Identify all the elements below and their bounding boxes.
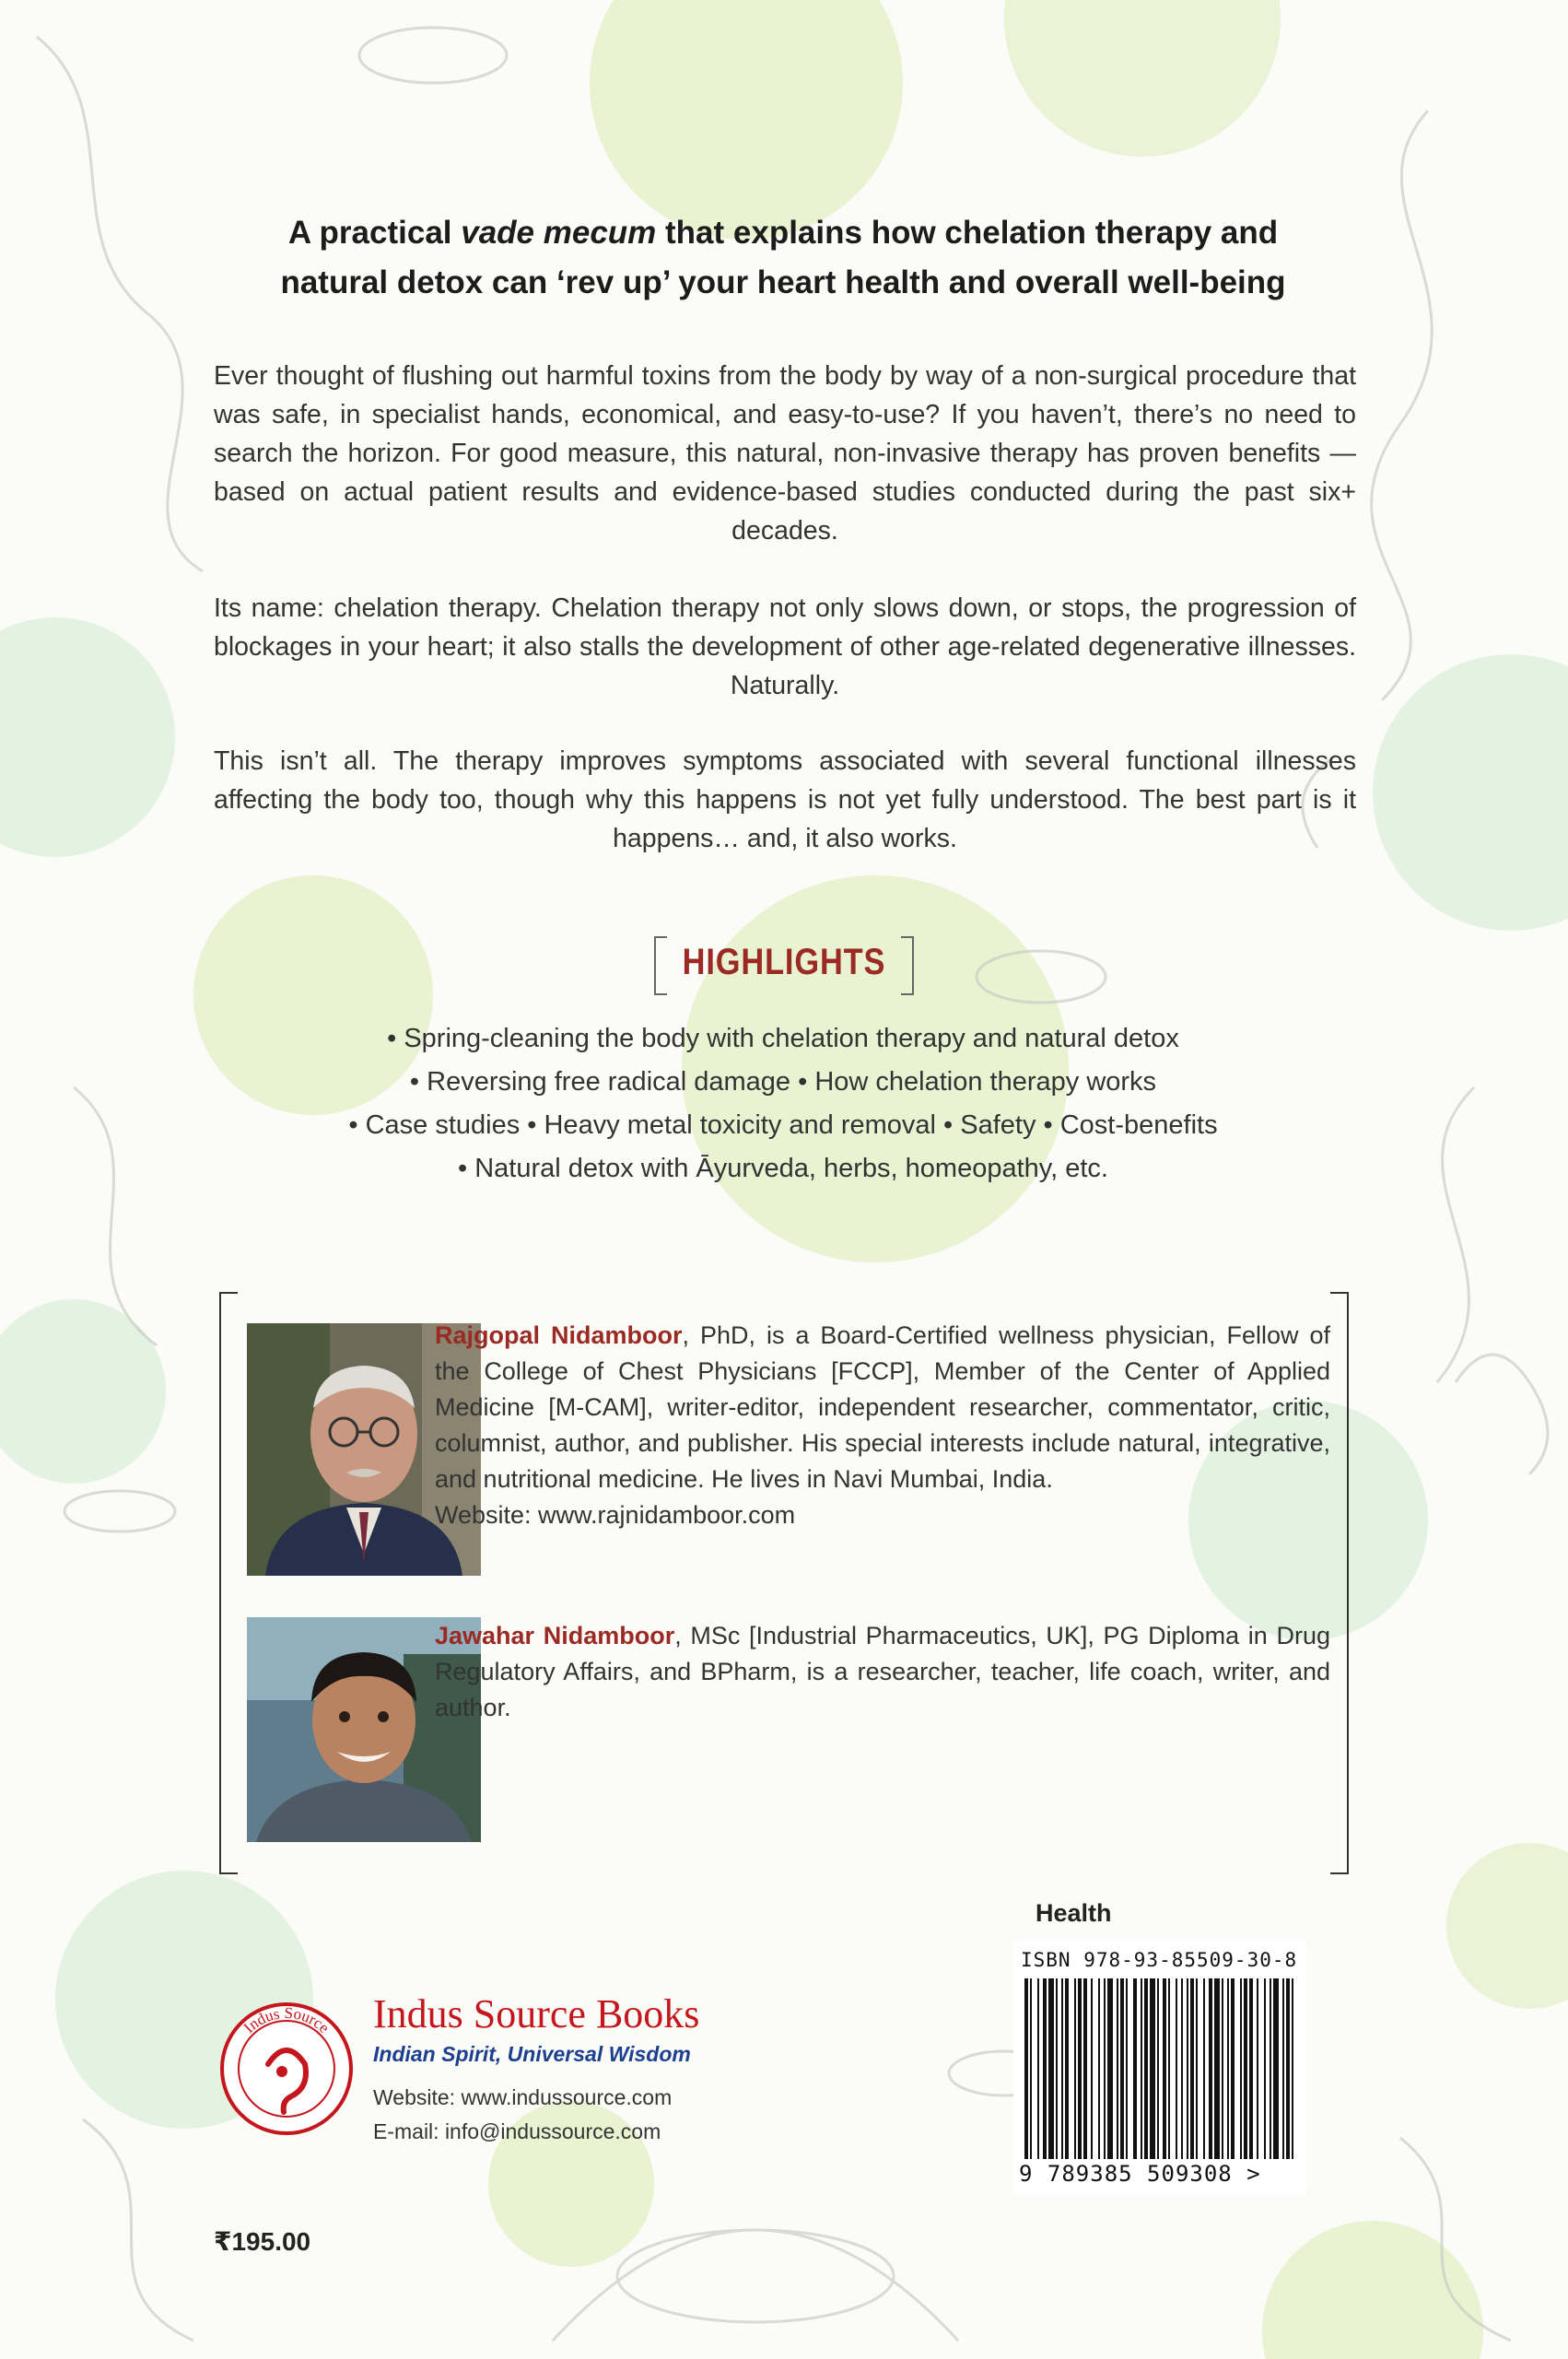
genre-label: Health: [1036, 1899, 1112, 1927]
barcode-bar: [1104, 1978, 1106, 2159]
barcode-bar: [1209, 1978, 1212, 2159]
barcode-bar: [1133, 1978, 1137, 2159]
barcode-bar: [1163, 1978, 1166, 2159]
barcode-bar: [1196, 1978, 1198, 2159]
price: ₹195.00: [214, 2227, 311, 2256]
publisher-email: E-mail: info@indussource.com: [373, 2119, 661, 2143]
barcode-bar: [1141, 1978, 1142, 2159]
barcode-bar: [1043, 1978, 1047, 2159]
barcode-bar: [1222, 1978, 1223, 2159]
barcode-bar: [1074, 1978, 1076, 2159]
barcode-bar: [1190, 1978, 1194, 2159]
barcode-bar: [1240, 1978, 1242, 2159]
barcode-bar: [1037, 1978, 1039, 2159]
barcode-bar: [1244, 1978, 1247, 2159]
author-website: Website: www.rajnidamboor.com: [435, 1501, 796, 1529]
barcode-bar: [1107, 1978, 1113, 2159]
publisher-logo-text: Indus Source: [240, 2003, 333, 2037]
barcode-bars: [1023, 1978, 1297, 2159]
barcode-bar: [1056, 1978, 1058, 2159]
barcode-bar: [1098, 1978, 1100, 2159]
right-frame-bracket: [1330, 1292, 1349, 1874]
headline-text-3: natural detox can ‘rev up’ your heart health and overall well-being: [280, 264, 1286, 300]
barcode-bar: [1227, 1978, 1229, 2159]
author-bio-1: [435, 1318, 1330, 1533]
barcode-bar: [1120, 1978, 1124, 2159]
barcode-bar: [1048, 1978, 1054, 2159]
publisher-logo: [217, 2000, 356, 2138]
author-bio-text: , PhD, is a Board-Certified wellness physician, Fellow of the College of Chest Physicians [FCCP], Member of the Center of Applied Medicine [M-CAM], writer-editor, independent researcher, commentator, critic, columnist, author, and publisher. His special interests include natural, integrative, and nutritional medicine. He lives in Navi Mumbai, India.: [435, 1321, 1330, 1493]
barcode-bar: [1065, 1978, 1069, 2159]
highlight-line: • Natural detox with Āyurveda, herbs, homeopathy, etc.: [458, 1154, 1108, 1183]
barcode-bar: [1117, 1978, 1118, 2159]
barcode-bar: [1214, 1978, 1220, 2159]
barcode-bar: [1176, 1978, 1177, 2159]
right-bracket: [901, 936, 914, 995]
highlights-title: HIGHLIGHTS: [682, 942, 886, 982]
barcode-bar: [1083, 1978, 1087, 2159]
barcode-bar: [1264, 1978, 1266, 2159]
intro-paragraph-1: Ever thought of flushing out harmful toxins from the body by way of a non-surgical procedure that was safe, in specialist hands, economical, and easy-to-use? If you haven’t, there’s no need to search the horizon. For good measure, this natural, non-invasive therapy has proven benefits — based on actual patient results and evidence-based studies conducted during the past six+ decades.: [214, 360, 1356, 546]
headline-italic: vade mecum: [461, 215, 657, 251]
highlights-heading: [654, 933, 914, 997]
barcode-bar: [1024, 1978, 1028, 2159]
barcode-bar: [1168, 1978, 1170, 2159]
barcode-bar: [1144, 1978, 1148, 2159]
isbn-barcode: [1013, 1942, 1306, 2194]
barcode-bar: [1286, 1978, 1290, 2159]
barcode-bar: [1203, 1978, 1205, 2159]
highlight-line: • Reversing free radical damage • How chelation therapy works: [409, 1067, 1157, 1097]
headline: [184, 208, 1382, 308]
intro-paragraph-3: This isn’t all. The therapy improves symptoms associated with several functional illnesses affecting the body too, though why this happens is not yet fully understood. The best part is it happens… and, it also works.: [214, 745, 1356, 853]
barcode-bar: [1157, 1978, 1159, 2159]
barcode-bar: [1126, 1978, 1128, 2159]
barcode-bar: [1091, 1978, 1093, 2159]
isbn-label: ISBN 978-93-85509-30-8: [1021, 1949, 1298, 1971]
publisher-name: Indus Source Books: [373, 1991, 700, 2036]
barcode-bar: [1282, 1978, 1284, 2159]
author-name: Rajgopal Nidamboor: [435, 1321, 683, 1349]
barcode-bar: [1249, 1978, 1253, 2159]
intro-paragraph-2: Its name: chelation therapy. Chelation therapy not only slows down, or stops, the progression of blockages in your heart; it also stalls the development of other age-related degenerative illnesses. Naturally.: [214, 593, 1356, 700]
headline-text-1: A practical: [287, 215, 462, 251]
barcode-bar: [1231, 1978, 1235, 2159]
highlights-list: [184, 1017, 1382, 1191]
barcode-bar: [1257, 1978, 1258, 2159]
barcode-bar: [1181, 1978, 1183, 2159]
author-bio-text: , MSc [Industrial Pharmaceutics, UK], PG Diploma in Drug Regulatory Affairs, and BPharm, is a researcher, teacher, life coach, writer, and author.: [435, 1622, 1330, 1721]
publisher-tagline: Indian Spirit, Universal Wisdom: [373, 2042, 691, 2066]
highlight-line: • Case studies • Heavy metal toxicity and removal • Safety • Cost-benefits: [348, 1110, 1218, 1140]
barcode-bar: [1030, 1978, 1032, 2159]
highlight-line: • Spring-cleaning the body with chelation therapy and natural detox: [387, 1024, 1179, 1053]
headline-text-2: that explains how chelation therapy and: [656, 215, 1279, 251]
barcode-digits: 9 789385 509308 >: [1019, 2161, 1261, 2187]
left-bracket: [654, 936, 667, 995]
barcode-bar: [1292, 1978, 1293, 2159]
author-bio-2: [435, 1618, 1330, 1726]
barcode-bar: [1273, 1978, 1279, 2159]
barcode-bar: [1270, 1978, 1271, 2159]
publisher-website: Website: www.indussource.com: [373, 2085, 673, 2109]
author-name: Jawahar Nidamboor: [435, 1622, 675, 1649]
barcode-bar: [1061, 1978, 1063, 2159]
left-frame-bracket: [219, 1292, 238, 1874]
barcode-bar: [1078, 1978, 1082, 2159]
barcode-bar: [1187, 1978, 1188, 2159]
barcode-bar: [1150, 1978, 1155, 2159]
